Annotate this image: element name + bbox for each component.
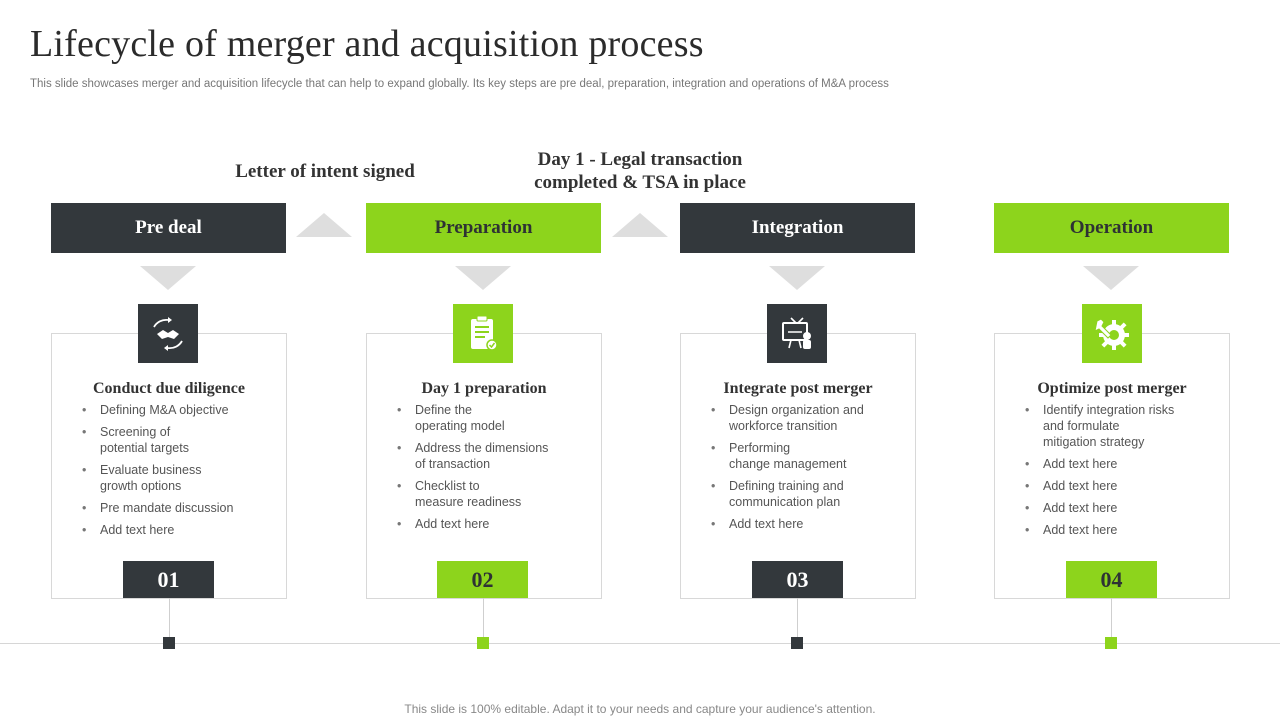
list-item: • Evaluate business growth options [82,462,272,494]
card-heading: Optimize post merger [1037,380,1187,397]
presentation-icon [767,304,827,363]
step-number-badge: 03 [752,561,843,598]
phase-header-integration: Integration [680,203,915,253]
step-number-badge: 01 [123,561,214,598]
step-number-badge: 02 [437,561,528,598]
list-item: • Add text here [1025,478,1215,494]
timeline-line [0,643,1280,644]
phase-pointer [140,266,196,290]
card-bullet-list [711,402,901,538]
connector-line [797,598,798,638]
list-item: • Add text here [1025,500,1215,516]
list-item: • Defining training and communication plan [711,478,901,510]
milestone-pointer-2 [612,213,668,237]
phase-pointer [455,266,511,290]
tools-gear-icon [1082,304,1142,363]
checklist-icon [453,304,513,363]
phase-pointer [1083,266,1139,290]
phase-header-pre-deal: Pre deal [51,203,286,253]
phase-pointer [769,266,825,290]
card-bullet-list [1025,402,1215,544]
timeline-marker [477,637,489,649]
timeline-marker [791,637,803,649]
list-item: • Design organization and workforce transition [711,402,901,434]
phase-header-preparation: Preparation [366,203,601,253]
list-item: • Add text here [711,516,901,532]
phase-header-operation: Operation [994,203,1229,253]
list-item: • Define the operating model [397,402,587,434]
timeline-marker [1105,637,1117,649]
list-item: • Pre mandate discussion [82,500,272,516]
stage-card [680,333,916,599]
card-bullet-list [82,402,272,544]
list-item: • Address the dimensions of transaction [397,440,587,472]
list-item: • Add text here [1025,456,1215,472]
card-bullet-list [397,402,587,538]
card-heading: Day 1 preparation [421,380,547,397]
list-item: • Defining M&A objective [82,402,272,418]
card-heading: Conduct due diligence [92,380,245,397]
stage-card [51,333,287,599]
list-item: • Add text here [1025,522,1215,538]
card-heading: Integrate post merger [723,380,873,397]
list-item: • Performing change management [711,440,901,472]
list-item: • Identify integration risks and formulate mitigation strategy [1025,402,1215,450]
page-title: Lifecycle of merger and acquisition process [30,23,704,65]
page-subtitle: This slide showcases merger and acquisition lifecycle that can help to expand globally. Its key steps are pre deal, preparation, integration and operations of M&A process [30,78,889,90]
list-item: • Screening of potential targets [82,424,272,456]
milestone-label-1: Letter of intent signed [235,161,415,182]
milestone-pointer-1 [296,213,352,237]
list-item: • Checklist to measure readiness [397,478,587,510]
milestone-label-2: Day 1 - Legal transaction completed & TSA in place [534,149,746,193]
step-number-badge: 04 [1066,561,1157,598]
list-item: • Add text here [397,516,587,532]
handshake-icon [138,304,198,363]
list-item: • Add text here [82,522,272,538]
stage-card [366,333,602,599]
stage-card [994,333,1230,599]
timeline-marker [163,637,175,649]
footer-note: This slide is 100% editable. Adapt it to your needs and capture your audience's attention. [404,702,876,716]
connector-line [483,598,484,638]
connector-line [1111,598,1112,638]
connector-line [169,598,170,638]
